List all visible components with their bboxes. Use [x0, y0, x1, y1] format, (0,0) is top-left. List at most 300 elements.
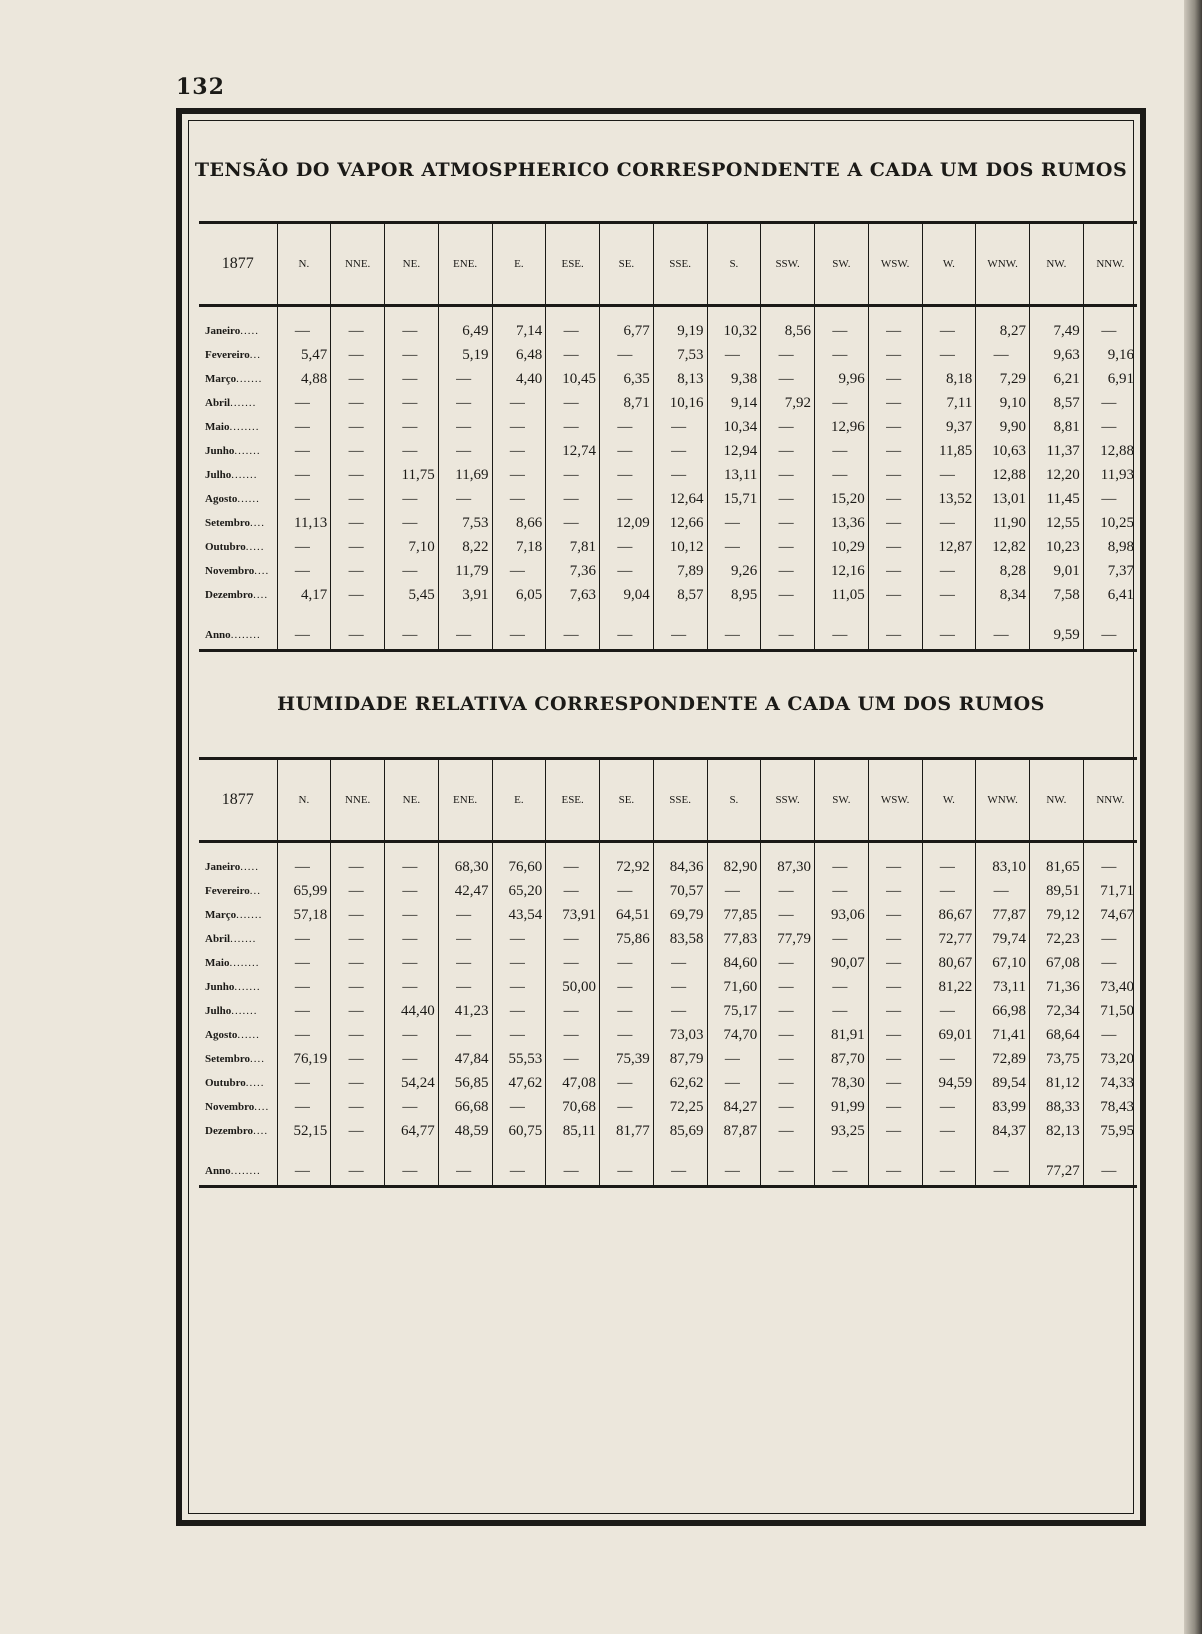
month-label	[199, 1047, 277, 1071]
table-cell: 52,15	[277, 1119, 331, 1143]
table-cell: —	[868, 487, 922, 511]
table-cell: —	[331, 621, 385, 651]
table-cell: 7,37	[1083, 559, 1137, 583]
table-cell: 84,37	[976, 1119, 1030, 1143]
leader-dots: ........	[230, 1165, 261, 1177]
table-cell: —	[331, 1157, 385, 1187]
table-cell: —	[922, 1157, 976, 1187]
table-cell: 11,13	[277, 511, 331, 535]
table-cell: —	[277, 439, 331, 463]
table-cell: —	[385, 487, 439, 511]
table1	[199, 221, 1137, 652]
column-header: S.	[707, 223, 761, 306]
table-cell: 7,63	[546, 583, 600, 607]
table-cell: 83,99	[976, 1095, 1030, 1119]
table-cell: —	[331, 343, 385, 367]
table-cell: 57,18	[277, 903, 331, 927]
leader-dots: .......	[234, 981, 261, 993]
table-cell: 83,58	[653, 927, 707, 951]
table-cell: 90,07	[815, 951, 869, 975]
table-cell: 12,88	[976, 463, 1030, 487]
table-cell: —	[761, 879, 815, 903]
table-cell: —	[492, 621, 546, 651]
table-cell: —	[707, 1047, 761, 1071]
table-cell: 7,49	[1030, 306, 1084, 344]
spacer-cell	[868, 1143, 922, 1157]
table-cell: 54,24	[385, 1071, 439, 1095]
table-row	[199, 1047, 1137, 1071]
table-cell: 84,36	[653, 842, 707, 880]
table-cell: —	[707, 879, 761, 903]
table-cell: 12,66	[653, 511, 707, 535]
month-name: Abril	[205, 397, 231, 409]
table-cell: 85,69	[653, 1119, 707, 1143]
table-cell: —	[815, 975, 869, 999]
table-cell: 8,95	[707, 583, 761, 607]
column-header: S.	[707, 759, 761, 842]
table-cell: —	[600, 487, 654, 511]
table-cell: 77,85	[707, 903, 761, 927]
table-cell: —	[600, 535, 654, 559]
table-cell: —	[815, 999, 869, 1023]
table-cell: —	[546, 1157, 600, 1187]
table-cell: —	[868, 1095, 922, 1119]
column-header: NNW.	[1083, 223, 1137, 306]
table-cell: 84,27	[707, 1095, 761, 1119]
table2	[199, 757, 1137, 1188]
table-cell: —	[922, 621, 976, 651]
column-header: SW.	[815, 759, 869, 842]
leader-dots: ....	[254, 565, 270, 577]
table-cell: —	[653, 975, 707, 999]
table-cell: 74,33	[1083, 1071, 1137, 1095]
table-cell: 78,43	[1083, 1095, 1137, 1119]
table-cell: —	[761, 343, 815, 367]
spacer-cell	[922, 1143, 976, 1157]
table-cell: —	[546, 306, 600, 344]
table-cell: —	[761, 1047, 815, 1071]
table-cell: —	[922, 1095, 976, 1119]
table-cell: 8,66	[492, 511, 546, 535]
table-cell: 13,36	[815, 511, 869, 535]
month-name: Julho	[205, 469, 232, 481]
table-cell: —	[868, 306, 922, 344]
table-cell: 8,22	[438, 535, 492, 559]
month-label	[199, 1157, 277, 1187]
table-cell: 9,26	[707, 559, 761, 583]
table-cell: —	[707, 1157, 761, 1187]
column-header: ENE.	[438, 759, 492, 842]
table-cell: —	[868, 927, 922, 951]
table-row	[199, 463, 1137, 487]
table-cell: 84,60	[707, 951, 761, 975]
table-cell: 8,57	[653, 583, 707, 607]
table-cell: —	[653, 1157, 707, 1187]
table-cell: —	[868, 511, 922, 535]
table-row	[199, 559, 1137, 583]
leader-dots: .....	[240, 325, 259, 337]
table-cell: —	[385, 511, 439, 535]
spacer-cell	[277, 1143, 331, 1157]
table-cell: —	[331, 559, 385, 583]
table-cell: —	[1083, 951, 1137, 975]
table-cell: 10,25	[1083, 511, 1137, 535]
table-cell: 71,50	[1083, 999, 1137, 1023]
spacer-cell	[600, 1143, 654, 1157]
column-header: E.	[492, 759, 546, 842]
table-cell: —	[600, 1071, 654, 1095]
table-cell: 93,25	[815, 1119, 869, 1143]
table-cell: —	[331, 306, 385, 344]
table-cell: 81,77	[600, 1119, 654, 1143]
table-cell: —	[331, 535, 385, 559]
table-cell: —	[976, 621, 1030, 651]
table-row	[199, 583, 1137, 607]
table-cell: —	[438, 487, 492, 511]
table-cell: 12,87	[922, 535, 976, 559]
leader-dots: ....	[253, 1125, 269, 1137]
table-cell: 6,05	[492, 583, 546, 607]
table-cell: —	[492, 559, 546, 583]
month-label	[199, 343, 277, 367]
column-header: W.	[922, 223, 976, 306]
spacer-cell	[815, 607, 869, 621]
table-cell: 81,91	[815, 1023, 869, 1047]
month-name: Anno	[205, 629, 231, 641]
table-cell: 73,75	[1030, 1047, 1084, 1071]
table-cell: 9,38	[707, 367, 761, 391]
table-cell: —	[815, 842, 869, 880]
month-name: Anno	[205, 1165, 231, 1177]
table-cell: —	[1083, 415, 1137, 439]
table-cell: 72,77	[922, 927, 976, 951]
month-name: Maio	[205, 957, 230, 969]
spacer-cell	[1083, 607, 1137, 621]
table-cell: —	[707, 621, 761, 651]
table-cell: 70,68	[546, 1095, 600, 1119]
table-cell: 72,23	[1030, 927, 1084, 951]
table-cell: —	[492, 1023, 546, 1047]
table-cell: 12,94	[707, 439, 761, 463]
table-cell: 73,91	[546, 903, 600, 927]
table-cell: 69,01	[922, 1023, 976, 1047]
table-cell: —	[761, 1071, 815, 1095]
table-cell: 10,45	[546, 367, 600, 391]
table-cell: 6,21	[1030, 367, 1084, 391]
table-cell: 7,53	[438, 511, 492, 535]
table-cell: —	[385, 842, 439, 880]
table-cell: —	[868, 975, 922, 999]
table-cell: —	[868, 583, 922, 607]
table-cell: 6,41	[1083, 583, 1137, 607]
table-cell: —	[277, 1157, 331, 1187]
leader-dots: ....	[250, 1053, 266, 1065]
table-cell: 72,34	[1030, 999, 1084, 1023]
table-cell: —	[868, 842, 922, 880]
table-cell: —	[385, 621, 439, 651]
table-cell: 65,99	[277, 879, 331, 903]
table-cell: —	[492, 999, 546, 1023]
spacer-cell	[976, 1143, 1030, 1157]
table-cell: —	[385, 1095, 439, 1119]
table-cell: —	[546, 343, 600, 367]
table-row	[199, 975, 1137, 999]
table-cell: —	[385, 559, 439, 583]
table-cell: 7,11	[922, 391, 976, 415]
month-name: Abril	[205, 933, 231, 945]
table-cell: —	[546, 415, 600, 439]
table-cell: 79,74	[976, 927, 1030, 951]
table-row	[199, 1071, 1137, 1095]
table-cell: 43,54	[492, 903, 546, 927]
table-cell: —	[1083, 621, 1137, 651]
table-cell: 78,30	[815, 1071, 869, 1095]
table-cell: 7,14	[492, 306, 546, 344]
table-cell: 10,29	[815, 535, 869, 559]
table-cell: 8,34	[976, 583, 1030, 607]
table-cell: —	[546, 927, 600, 951]
table-cell: —	[653, 415, 707, 439]
table-cell: 74,67	[1083, 903, 1137, 927]
table-cell: —	[546, 621, 600, 651]
table-cell: 12,20	[1030, 463, 1084, 487]
table-row	[199, 343, 1137, 367]
table-cell: —	[492, 463, 546, 487]
table-cell: 6,91	[1083, 367, 1137, 391]
table-cell: 9,59	[1030, 621, 1084, 651]
table-cell: 8,57	[1030, 391, 1084, 415]
leader-dots: .....	[245, 1077, 265, 1089]
table-cell: —	[653, 951, 707, 975]
table-cell: 73,03	[653, 1023, 707, 1047]
spacer-cell	[707, 1143, 761, 1157]
table-cell: 64,77	[385, 1119, 439, 1143]
table-cell: 11,45	[1030, 487, 1084, 511]
table-cell: —	[868, 1119, 922, 1143]
month-label	[199, 306, 277, 344]
table-cell: 44,40	[385, 999, 439, 1023]
spacer-cell	[653, 607, 707, 621]
table-cell: —	[277, 463, 331, 487]
spacer-cell	[385, 1143, 439, 1157]
table-cell: —	[331, 999, 385, 1023]
table-cell: —	[385, 951, 439, 975]
table-cell: —	[761, 1095, 815, 1119]
leader-dots: ....	[253, 589, 269, 601]
table-cell: —	[492, 391, 546, 415]
spacer-cell	[1083, 1143, 1137, 1157]
table-cell: 8,13	[653, 367, 707, 391]
table-cell: 80,67	[922, 951, 976, 975]
table-cell: —	[600, 343, 654, 367]
spacer-cell	[653, 1143, 707, 1157]
leader-dots: ......	[237, 493, 260, 505]
table-cell: 9,96	[815, 367, 869, 391]
table-cell: 13,01	[976, 487, 1030, 511]
table-cell: —	[331, 842, 385, 880]
table-cell: 4,88	[277, 367, 331, 391]
table-cell: —	[331, 391, 385, 415]
table-cell: 87,87	[707, 1119, 761, 1143]
month-label	[199, 927, 277, 951]
table-cell: —	[761, 951, 815, 975]
table-cell: —	[600, 951, 654, 975]
table-cell: 73,20	[1083, 1047, 1137, 1071]
table-cell: 73,40	[1083, 975, 1137, 999]
table-cell: —	[331, 927, 385, 951]
spacer-cell	[492, 1143, 546, 1157]
table-cell: —	[331, 367, 385, 391]
table-cell: —	[277, 391, 331, 415]
table-cell: —	[922, 999, 976, 1023]
table-cell: —	[546, 879, 600, 903]
table-cell: —	[922, 343, 976, 367]
table-cell: 9,16	[1083, 343, 1137, 367]
table-cell: 64,51	[600, 903, 654, 927]
table-cell: 73,11	[976, 975, 1030, 999]
table-cell: —	[546, 842, 600, 880]
table-cell: —	[277, 927, 331, 951]
column-header: NNW.	[1083, 759, 1137, 842]
table-cell: —	[600, 975, 654, 999]
table-cell: —	[868, 559, 922, 583]
table-cell: 82,13	[1030, 1119, 1084, 1143]
leader-dots: ........	[229, 957, 260, 969]
column-header: ESE.	[546, 223, 600, 306]
table-cell: 12,96	[815, 415, 869, 439]
table-cell: —	[438, 975, 492, 999]
table-cell: 7,29	[976, 367, 1030, 391]
table-cell: —	[385, 415, 439, 439]
month-name: Fevereiro	[205, 349, 250, 361]
table-cell: —	[438, 1023, 492, 1047]
table-cell: 12,16	[815, 559, 869, 583]
table-cell: —	[277, 1023, 331, 1047]
table-cell: —	[815, 879, 869, 903]
spacer-cell	[868, 607, 922, 621]
column-header: NNE.	[331, 759, 385, 842]
column-header: NE.	[385, 759, 439, 842]
table-cell: —	[277, 975, 331, 999]
table-cell: —	[922, 1119, 976, 1143]
table-cell: —	[600, 1157, 654, 1187]
table-cell: 7,36	[546, 559, 600, 583]
table-cell: 5,45	[385, 583, 439, 607]
table-cell: —	[492, 927, 546, 951]
spacer-cell	[761, 607, 815, 621]
table-cell: —	[600, 999, 654, 1023]
table-cell: —	[492, 975, 546, 999]
table-cell: —	[761, 1023, 815, 1047]
table-cell: 6,49	[438, 306, 492, 344]
table-cell: 10,32	[707, 306, 761, 344]
table-cell: —	[546, 511, 600, 535]
table-cell: 9,37	[922, 415, 976, 439]
table-cell: 75,17	[707, 999, 761, 1023]
table-cell: —	[1083, 391, 1137, 415]
table-cell: —	[600, 559, 654, 583]
table-cell: —	[815, 439, 869, 463]
table-cell: —	[761, 999, 815, 1023]
table-cell: —	[492, 1095, 546, 1119]
page-number: 132	[176, 74, 225, 100]
leader-dots: ........	[229, 421, 260, 433]
table-cell: —	[438, 415, 492, 439]
table-cell: —	[868, 391, 922, 415]
table-cell: 9,63	[1030, 343, 1084, 367]
table-cell: 11,75	[385, 463, 439, 487]
table-cell: —	[1083, 306, 1137, 344]
table-cell: —	[492, 415, 546, 439]
table-cell: —	[761, 1157, 815, 1187]
leader-dots: ......	[237, 1029, 260, 1041]
table-cell: —	[385, 927, 439, 951]
table-row	[199, 367, 1137, 391]
table-cell: —	[653, 999, 707, 1023]
table-cell: —	[868, 343, 922, 367]
month-label	[199, 951, 277, 975]
table-cell: —	[331, 439, 385, 463]
table-cell: 50,00	[546, 975, 600, 999]
table-cell: —	[385, 975, 439, 999]
spacer-cell	[1030, 607, 1084, 621]
table-cell: —	[385, 391, 439, 415]
table-cell: —	[761, 583, 815, 607]
table-cell: 4,17	[277, 583, 331, 607]
table-cell: 3,91	[438, 583, 492, 607]
column-header: E.	[492, 223, 546, 306]
table-row	[199, 927, 1137, 951]
table-cell: 4,40	[492, 367, 546, 391]
table-cell: 42,47	[438, 879, 492, 903]
spacer-cell	[331, 1143, 385, 1157]
table-cell: 71,71	[1083, 879, 1137, 903]
table-cell: 10,16	[653, 391, 707, 415]
table-cell: —	[385, 367, 439, 391]
table-row	[199, 1157, 1137, 1187]
month-name: Maio	[205, 421, 230, 433]
month-name: Junho	[205, 981, 235, 993]
table-cell: 65,20	[492, 879, 546, 903]
spacer-cell	[922, 607, 976, 621]
month-name: Agosto	[205, 493, 238, 505]
leader-dots: ...	[249, 349, 262, 361]
leader-dots: .......	[230, 397, 257, 409]
table-cell: —	[815, 621, 869, 651]
table-cell: —	[707, 343, 761, 367]
table-cell: —	[976, 1157, 1030, 1187]
table-cell: 7,81	[546, 535, 600, 559]
month-name: Março	[205, 373, 237, 385]
table-cell: —	[1083, 927, 1137, 951]
table-row	[199, 999, 1137, 1023]
table-cell: —	[815, 1157, 869, 1187]
column-header: N.	[277, 223, 331, 306]
month-name: Dezembro	[205, 1125, 254, 1137]
table-cell: —	[922, 583, 976, 607]
table-cell: 10,63	[976, 439, 1030, 463]
table-cell: 9,04	[600, 583, 654, 607]
table-cell: —	[331, 463, 385, 487]
leader-dots: ........	[230, 629, 261, 641]
table-cell: —	[868, 621, 922, 651]
table-cell: —	[976, 343, 1030, 367]
table-cell: 5,19	[438, 343, 492, 367]
table-cell: —	[331, 903, 385, 927]
table-cell: 7,18	[492, 535, 546, 559]
column-header: WSW.	[868, 759, 922, 842]
table-cell: —	[761, 559, 815, 583]
